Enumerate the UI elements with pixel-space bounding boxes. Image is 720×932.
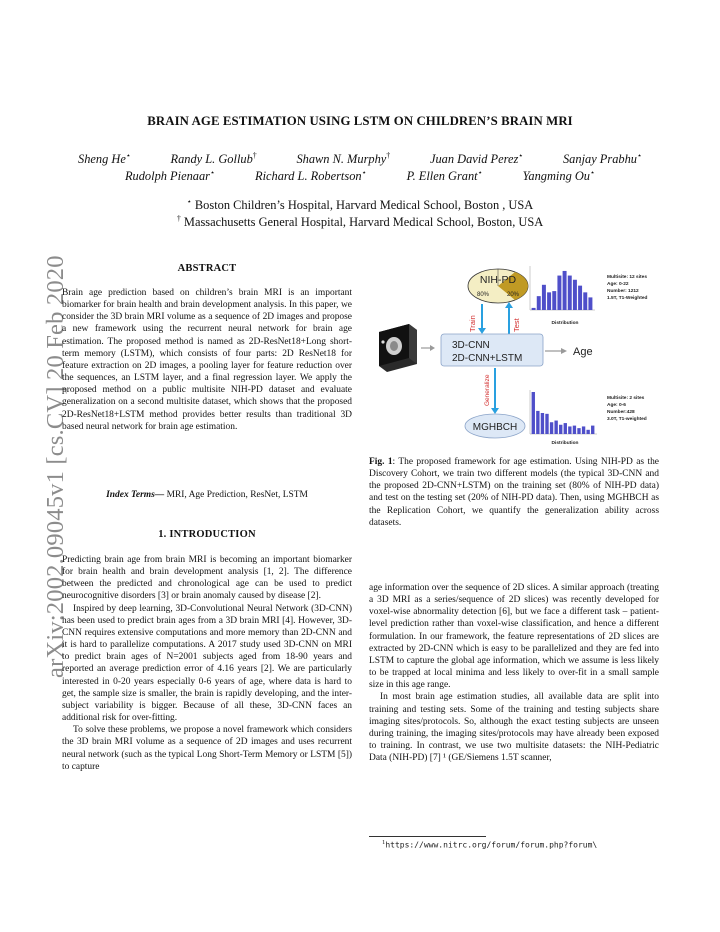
histogram-bar (557, 276, 561, 310)
mri-volume-icon (379, 324, 417, 372)
paragraph: Predicting brain age from brain MRI is becoming an important biomarker for brain health and brain development analysis [1, 2]. The difference between the predicted and chronological age can be used to predict neurocognitive disorders [3] or brain anomaly caused by disease [2]. (62, 555, 352, 602)
model-lstm-label: 2D-CNN+LSTM (452, 353, 523, 364)
figure-1-caption (369, 456, 659, 529)
mghbch-label: MGHBCH (472, 422, 518, 433)
histogram-bar (532, 392, 535, 434)
histogram-bar (577, 428, 580, 434)
bottom-info-line: Number:428 (607, 410, 635, 415)
affiliation: † Massachusetts General Hospital, Harvard Medical School, Boston, USA (176, 214, 544, 230)
input-arrow-head (430, 345, 435, 351)
abstract-heading: ABSTRACT (177, 263, 237, 274)
author: Sanjay Prabhu⋆ (562, 151, 642, 167)
author: P. Ellen Grant⋆ (406, 168, 483, 184)
histogram-bar (545, 414, 548, 434)
bottom-info-line: Multisite: 2 sites (607, 396, 645, 401)
footnote (382, 839, 597, 850)
test-label: Test (512, 318, 521, 332)
output-arrow-head (561, 348, 567, 354)
index-terms-label: Index Terms— (106, 490, 165, 500)
histogram-bar (537, 296, 541, 310)
author: Rudolph Pienaar⋆ (124, 168, 215, 184)
bottom-info-line: 3.0T, T1-weighted (607, 417, 647, 422)
index-terms-text: MRI, Age Prediction, ResNet, LSTM (164, 490, 308, 500)
histogram-bar (541, 413, 544, 434)
age-distribution-top (530, 266, 595, 310)
intro-right-column (369, 582, 659, 764)
author: Randy L. Gollub† (170, 151, 257, 167)
histogram-bar (542, 285, 546, 310)
caption-label: Fig. 1 (369, 457, 393, 467)
histogram-bar (582, 426, 585, 434)
author: Sheng He⋆ (78, 151, 131, 167)
author-row-1 (60, 151, 660, 167)
train-percent: 80% (476, 292, 490, 298)
author: Shawn N. Murphy† (296, 151, 391, 167)
model-3dcnn-label: 3D-CNN (452, 340, 490, 351)
top-info-line: Multisite: 12 sites (607, 275, 647, 280)
footnote-rule (369, 836, 486, 837)
paper-title: BRAIN AGE ESTIMATION USING LSTM ON CHILDREN’S BRAIN MRI (147, 114, 573, 128)
train-arrow-head (478, 328, 486, 334)
affiliation: ⋆ Boston Children’s Hospital, Harvard Medical School, Boston , USA (186, 197, 534, 213)
paragraph: In most brain age estimation studies, all available data are split into training and testing sets. Some of the training and testing subjects share imaging sites/protocols. So, although the exact testing subjects are unseen during training, the imaging sites/protocols may have already been exposed to training. In contrast, we use two multisite datasets: the NIH-Pediatric Data (NIH-PD) [7] ¹ (GE/Siemens 1.5T scanner, (369, 692, 659, 764)
histogram-bar (578, 286, 582, 310)
footnote-mark: 1 (382, 839, 386, 846)
histogram-bar (573, 426, 576, 434)
nihpd-label: NIH-PD (479, 274, 517, 286)
abstract-text: Brain age prediction based on children’s brain MRI is an important biomarker for brain health and brain development analysis. In this paper, we consider the 3D brain MRI volume as a sequence of 2D images and propose a new framework using the recurrent neural network for brain age estimation. The proposed method is named as 2D-ResNet18+Long short-term memory (LSTM), which consists of four parts: 2D ResNet18 for feature extraction on 2D images, a pooling layer for feature reduction over the sequences, an LSTM layer, and a final regression layer. We apply the proposed method on a public multisite NIH-PD dataset and evaluate generalization on a second multisite dataset, which shows that the proposed 2D-ResNet18+LSTM method provides better results than traditional 3D based neural network for brain age estimation. (62, 288, 352, 432)
abstract-body (62, 287, 352, 433)
caption-text: : The proposed framework for age estimation. Using NIH-PD as the Discovery Cohort, we train two different models (the typical 3D-CNN and the proposed 2D-CNN+LSTM) on the training set (80% of NIH-PD data) and test on the testing set (20% of NIH-PD data). Then, using MGHBCH as the Replication Cohort, we quantify the generalization ability across datasets. (369, 457, 659, 528)
intro-left-column (62, 554, 352, 773)
distribution-label-bottom: Distribution (551, 441, 579, 446)
histogram-bar (591, 426, 594, 434)
histogram-bar (547, 292, 551, 310)
histogram-bar (568, 276, 572, 310)
age-output-label: Age (573, 346, 593, 358)
distribution-label-top: Distribution (551, 321, 579, 326)
author: Yangming Ou⋆ (522, 168, 596, 184)
top-info-line: 1.5T, T1-Weighted (607, 296, 648, 301)
paragraph: age information over the sequence of 2D slices. A similar approach (treating a 3D MRI as a series/sequence of 2D slices) was recently developed for voxel-wise abnormality detection [6], but we face a different task – patient-level prediction rather than voxel-wise classification, and hence a different formulation. In our framework, the feature representations of 2D slices are extracted by 2D-CNN which is easy to be parallelized and they are fed into LSTM to capture the global age information, which we assume is less likely to be trapped at local minima and less likely to over-fit in a small sample size in this age range. (369, 583, 659, 691)
bottom-info-line: Age: 0-6 (607, 403, 626, 408)
histogram-bar (564, 423, 567, 434)
author: Juan David Perez⋆ (429, 151, 524, 167)
author-row-2 (60, 168, 660, 184)
histogram-bar (550, 422, 553, 434)
histogram-bar (552, 291, 556, 310)
histogram-bar (532, 308, 536, 310)
paragraph: To solve these problems, we propose a novel framework which considers the 3D brain MRI volume as a sequence of 2D images and uses recurrent neural network (such as the typical Long Short-Term Memory or LSTM [5]) to capture (62, 725, 352, 772)
figure-1-diagram (369, 262, 659, 452)
arxiv-id-text: arXiv:2002.09045v1 [cs.CV] 20 Feb 2020 (42, 255, 69, 678)
author: Richard L. Robertson⋆ (255, 168, 367, 184)
test-arrow-head (505, 302, 513, 308)
generalize-arrow-head (491, 408, 499, 414)
nihpd-dataset (468, 269, 528, 303)
test-percent: 20% (506, 292, 520, 298)
index-terms (62, 490, 352, 500)
generalize-label: Generalize (484, 374, 491, 406)
section-heading-introduction: 1. INTRODUCTION (158, 529, 256, 540)
histogram-bar (563, 271, 567, 310)
histogram-bar (588, 297, 592, 310)
histogram-bar (568, 426, 571, 434)
age-distribution-bottom (530, 390, 597, 434)
histogram-bar (536, 411, 539, 434)
footnote-url: https://www.nitrc.org/forum/forum.php?forum\ (385, 840, 598, 850)
paragraph: Inspired by deep learning, 3D-Convolutional Neural Network (3D-CNN) has been used to predict brain ages from a 3D brain MRI [4]. However, 3D-CNN requires extensive computations and more memory than 2D-CNN and it is hard to parallelize computations. A 2017 study used 3D-CNN on MRI to predict brain ages of N=2001 subjects aged from 18-90 years and reported an average prediction error of 4.16 years [2]. We are particularly interested in 0-20 years especially 0-6 years of age, where data is hard to get, the sample size is smaller, the brain is rapidly developing, and the inter-subject variability is bigger. Because of all these, 3D-CNN faces an additional risk for over-fitting. (62, 603, 352, 724)
top-info-line: Number: 1212 (607, 289, 639, 294)
histogram-bar (573, 280, 577, 310)
histogram-bar (559, 425, 562, 434)
train-label: Train (468, 315, 477, 332)
histogram-bar (583, 292, 587, 310)
top-info-line: Age: 0-22 (607, 282, 629, 287)
histogram-bar (586, 430, 589, 434)
histogram-bar (554, 421, 557, 434)
